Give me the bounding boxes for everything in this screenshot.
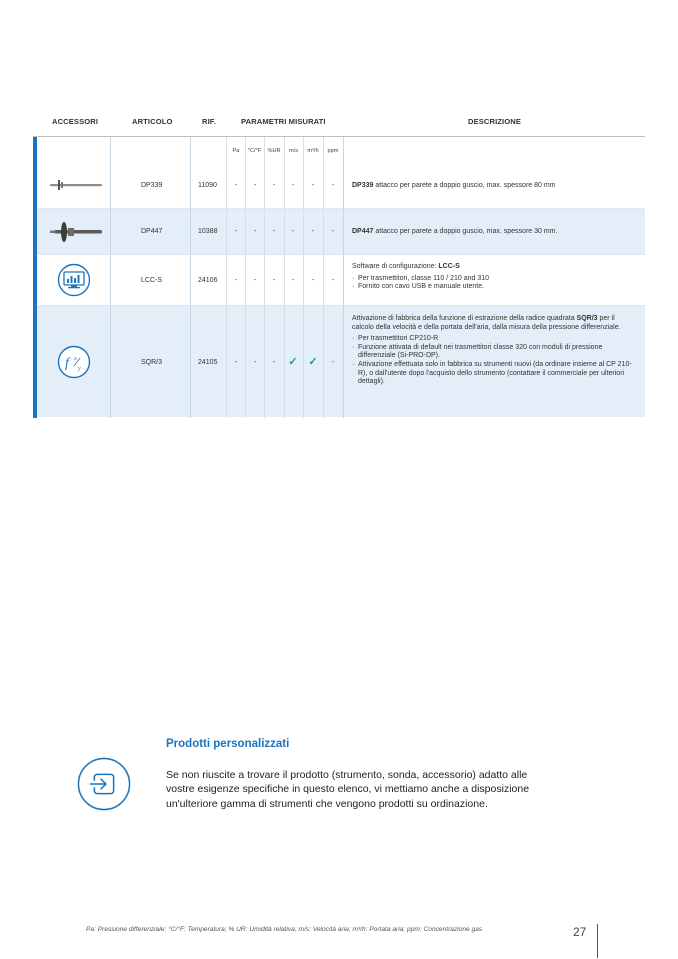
page-number-divider xyxy=(597,924,598,958)
param-value: - xyxy=(234,182,238,189)
param-value: - xyxy=(331,277,335,284)
param-value: - xyxy=(331,359,335,366)
custom-products-title: Prodotti personalizzati xyxy=(166,738,290,750)
column-divider xyxy=(303,137,304,418)
column-divider xyxy=(264,137,265,418)
column-divider xyxy=(284,137,285,418)
param-value: - xyxy=(291,182,295,189)
desc-intro: Software di configurazione: xyxy=(352,263,439,270)
table-accent-stripe xyxy=(33,137,37,418)
param-value: - xyxy=(253,182,257,189)
square-root-function-icon xyxy=(57,345,91,379)
column-divider xyxy=(110,137,111,418)
param-value: - xyxy=(272,182,276,189)
rif-sqr3: 24105 xyxy=(198,359,218,366)
header-accessori: ACCESSORI xyxy=(52,117,99,126)
header-articolo: ARTICOLO xyxy=(132,117,173,126)
external-arrow-icon xyxy=(77,757,131,811)
param-value: - xyxy=(331,228,335,235)
check-icon: ✓ xyxy=(308,356,318,368)
desc-intro: Attivazione di fabbrica della funzione di estrazione della radice quadrata xyxy=(352,315,577,322)
header-descrizione: DESCRIZIONE xyxy=(468,117,521,126)
desc-bold: LCC-S xyxy=(438,263,460,270)
param-value: - xyxy=(311,277,315,284)
articolo-lcc-s: LCC-S xyxy=(141,277,163,284)
param-value: - xyxy=(253,228,257,235)
column-divider xyxy=(343,137,344,418)
desc-bullet: · Per trasmettitori CP210-R xyxy=(352,335,637,344)
description-dp339 xyxy=(352,182,637,191)
unit-pa: Pa xyxy=(232,148,240,154)
page-number: 27 xyxy=(573,925,587,939)
desc-bold: DP339 xyxy=(352,182,374,189)
param-value: - xyxy=(291,228,295,235)
column-divider xyxy=(226,137,227,418)
unit-flow: m³/h xyxy=(307,148,319,154)
unit-velocity: m/s xyxy=(288,148,298,154)
param-value: - xyxy=(311,182,315,189)
param-value: - xyxy=(311,228,315,235)
custom-products-body: Se non riuscite a trovare il prodotto (strumento, sonda, accessorio) adatto alle vostre esigenze specifiche in questo elenco, vi mettiamo anche a disposizione un'ulteriore gamma di strumenti che vengono prodotti su ordinazione. xyxy=(166,769,530,810)
desc-text: attacco per parete a doppio guscio, max. spessore 30 mm. xyxy=(373,228,558,235)
unit-temperature: °C/°F xyxy=(247,148,262,154)
desc-bullet: · Attivazione effettuata solo in fabbrica su strumenti nuovi (da ordinare insieme al CP 210-R), o dall'utente dopo l'acquisto dello strumento (contattare il commerciale per ulteriori dettagli). xyxy=(352,361,637,387)
check-icon: ✓ xyxy=(288,356,298,368)
unit-humidity: %UR xyxy=(267,148,281,154)
rif-lcc-s: 24106 xyxy=(198,277,218,284)
articolo-sqr3: SQR/3 xyxy=(141,359,163,366)
svg-text:f: f xyxy=(65,356,69,371)
header-rif: RIF. xyxy=(202,117,216,126)
column-divider xyxy=(245,137,246,418)
table-header xyxy=(33,112,645,136)
column-divider xyxy=(190,137,191,418)
desc-bullet: · Funzione attivata di default nei trasmettitori classe 320 con moduli di pressione differenziale (Si-PRO-DP). xyxy=(352,344,637,361)
svg-text:x: x xyxy=(74,355,77,362)
header-parametri: PARAMETRI MISURATI xyxy=(241,117,326,126)
description-sqr3 xyxy=(352,315,637,387)
desc-bullet: · Fornito con cavo USB e manuale utente. xyxy=(352,283,637,292)
desc-bullet: · Per trasmettitori, classe 110 / 210 and 310 xyxy=(352,275,637,284)
param-value: - xyxy=(331,182,335,189)
param-value: - xyxy=(291,277,295,284)
param-value: - xyxy=(234,228,238,235)
software-monitor-icon xyxy=(57,263,91,297)
wall-mount-fitting-icon xyxy=(50,220,104,244)
unit-ppm: ppm xyxy=(327,148,339,154)
description-lcc-s xyxy=(352,263,637,292)
articolo-dp447: DP447 xyxy=(141,228,163,235)
param-value: - xyxy=(272,359,276,366)
param-value: - xyxy=(272,277,276,284)
param-value: - xyxy=(234,359,238,366)
param-value: - xyxy=(234,277,238,284)
param-value: - xyxy=(272,228,276,235)
desc-text: attacco per parete a doppio guscio, max. spessore 80 mm xyxy=(373,182,556,189)
articolo-dp339: DP339 xyxy=(141,182,163,189)
desc-rest: per il calcolo della velocità e della portata dell'aria, dalla misura della pressione differenziale. xyxy=(352,315,621,331)
param-value: - xyxy=(253,359,257,366)
footer-legend: Pa: Pressione differenziale; °C/°F: Temperatura; % UR: Umidità relativa; m/s: Velocità aria; m³/h: Portata aria; ppm: Concentrazione gas xyxy=(86,926,483,933)
param-value: - xyxy=(253,277,257,284)
column-divider xyxy=(323,137,324,418)
svg-text:y: y xyxy=(78,365,81,372)
desc-bold: SQR/3 xyxy=(576,315,598,322)
wall-mount-probe-icon xyxy=(48,178,104,192)
desc-bold: DP447 xyxy=(352,228,374,235)
rif-dp447: 10388 xyxy=(198,228,218,235)
description-dp447 xyxy=(352,228,637,237)
rif-dp339: 11090 xyxy=(198,182,217,189)
